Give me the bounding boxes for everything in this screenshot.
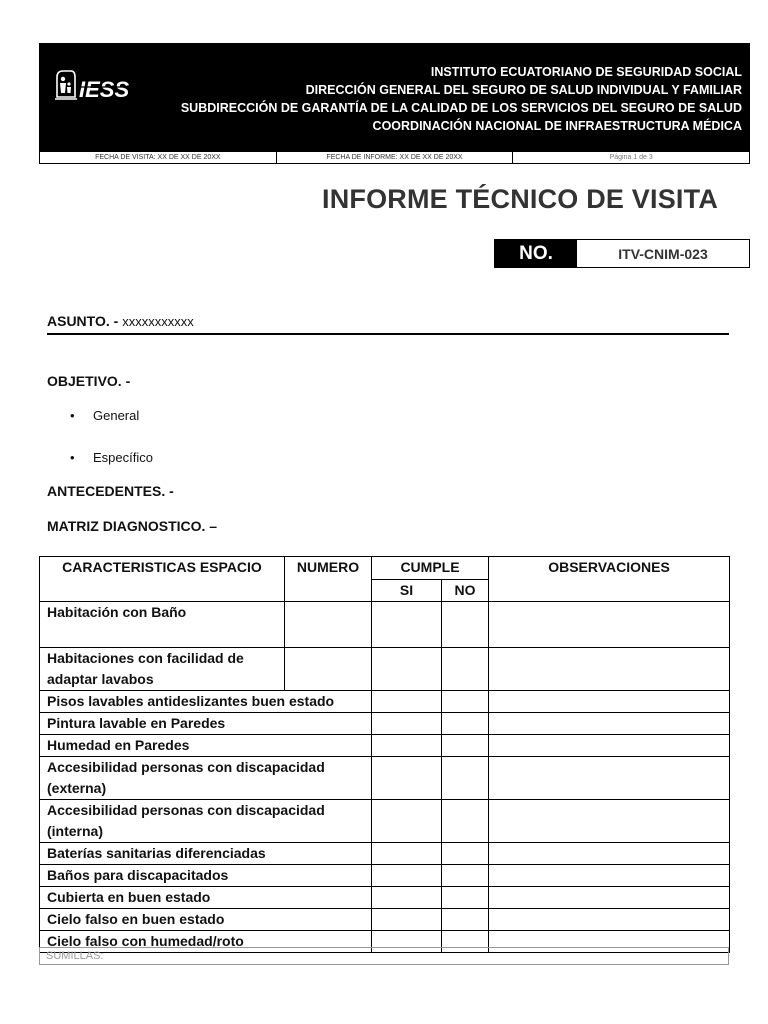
bullet-icon: • xyxy=(70,450,75,465)
page-number: Página 1 de 3 xyxy=(609,154,653,161)
col-header-observaciones: OBSERVACIONES xyxy=(489,557,730,602)
svg-text:IESS: IESS xyxy=(79,77,130,102)
row-feature: Accesibilidad personas con discapacidad (externa) xyxy=(40,757,372,800)
list-item xyxy=(70,450,153,465)
objetivo-heading: OBJETIVO. - xyxy=(47,373,131,389)
si-cell[interactable] xyxy=(372,691,442,713)
col-header-caracteristicas: CARACTERISTICAS ESPACIO xyxy=(40,557,285,602)
document-header xyxy=(39,43,750,151)
no-cell[interactable] xyxy=(442,909,489,931)
si-cell[interactable] xyxy=(372,887,442,909)
no-cell[interactable] xyxy=(442,843,489,865)
report-number-value: ITV-CNIM-023 xyxy=(618,245,708,262)
observaciones-cell[interactable] xyxy=(489,648,730,691)
header-line: INSTITUTO ECUATORIANO DE SEGURIDAD SOCIAL xyxy=(430,65,742,79)
row-feature: Cielo falso con humedad/roto xyxy=(40,931,372,953)
numero-cell[interactable] xyxy=(285,648,372,691)
numero-cell[interactable] xyxy=(285,602,372,648)
table-row xyxy=(40,735,730,757)
si-cell[interactable] xyxy=(372,602,442,648)
si-cell[interactable] xyxy=(372,713,442,735)
si-cell[interactable] xyxy=(372,735,442,757)
si-cell[interactable] xyxy=(372,757,442,800)
observaciones-cell[interactable] xyxy=(489,843,730,865)
no-cell[interactable] xyxy=(442,865,489,887)
table-row xyxy=(40,887,730,909)
col-header-numero: NUMERO xyxy=(285,557,372,602)
observaciones-cell[interactable] xyxy=(489,757,730,800)
header-line: COORDINACIÓN NACIONAL DE INFRAESTRUCTURA MÉDICA xyxy=(372,119,742,133)
table-row xyxy=(40,843,730,865)
sumillas-footer: SUMILLAS: xyxy=(39,947,729,965)
table-row xyxy=(40,800,730,843)
table-row xyxy=(40,865,730,887)
row-feature: Baterías sanitarias diferenciadas xyxy=(40,843,372,865)
table-row xyxy=(40,909,730,931)
col-header-no: NO xyxy=(442,580,489,602)
observaciones-cell[interactable] xyxy=(489,713,730,735)
si-cell[interactable] xyxy=(372,843,442,865)
row-feature: Habitación con Baño xyxy=(40,602,285,648)
no-cell[interactable] xyxy=(442,757,489,800)
fecha-visita: FECHA DE VISITA: XX DE XX DE 20XX xyxy=(40,152,277,163)
si-cell[interactable] xyxy=(372,648,442,691)
observaciones-cell[interactable] xyxy=(489,909,730,931)
table-row xyxy=(40,757,730,800)
objetivo-item: Específico xyxy=(93,450,153,465)
col-header-cumple: CUMPLE xyxy=(372,557,489,580)
objetivo-item: General xyxy=(93,408,140,423)
no-cell[interactable] xyxy=(442,735,489,757)
report-number-label: NO. xyxy=(495,240,577,267)
si-cell[interactable] xyxy=(372,909,442,931)
page-title: INFORME TÉCNICO DE VISITA xyxy=(322,184,719,214)
no-cell[interactable] xyxy=(442,691,489,713)
table-row xyxy=(40,691,730,713)
row-feature: Habitaciones con facilidad de adaptar lavabos xyxy=(40,648,285,691)
si-cell[interactable] xyxy=(372,800,442,843)
observaciones-cell[interactable] xyxy=(489,865,730,887)
table-row xyxy=(40,648,730,691)
no-cell[interactable] xyxy=(442,800,489,843)
si-cell[interactable] xyxy=(372,865,442,887)
report-number-box xyxy=(494,239,750,268)
no-cell[interactable] xyxy=(442,602,489,648)
row-feature: Accesibilidad personas con discapacidad (interna) xyxy=(40,800,372,843)
table-row xyxy=(40,713,730,735)
row-feature: Pisos lavables antideslizantes buen estado xyxy=(40,691,372,713)
bullet-icon: • xyxy=(70,408,75,423)
header-line: SUBDIRECCIÓN DE GARANTÍA DE LA CALIDAD DE LOS SERVICIOS DEL SEGURO DE SALUD xyxy=(180,101,742,115)
table-row xyxy=(40,602,730,648)
observaciones-cell[interactable] xyxy=(489,735,730,757)
observaciones-cell[interactable] xyxy=(489,691,730,713)
diagnostic-matrix xyxy=(39,556,730,953)
asunto-label: ASUNTO. - xyxy=(47,313,119,329)
header-line: DIRECCIÓN GENERAL DEL SEGURO DE SALUD INDIVIDUAL Y FAMILIAR xyxy=(305,83,742,97)
observaciones-cell[interactable] xyxy=(489,887,730,909)
row-feature: Humedad en Paredes xyxy=(40,735,372,757)
row-feature: Cielo falso en buen estado xyxy=(40,909,372,931)
matriz-heading: MATRIZ DIAGNOSTICO. – xyxy=(47,518,218,534)
fecha-informe: FECHA DE INFORME: XX DE XX DE 20XX xyxy=(277,152,514,163)
meta-row xyxy=(39,151,750,164)
observaciones-cell[interactable] xyxy=(489,602,730,648)
col-header-si: SI xyxy=(372,580,442,602)
list-item xyxy=(70,408,139,423)
row-feature: Cubierta en buen estado xyxy=(40,887,372,909)
asunto-line xyxy=(47,313,729,335)
antecedentes-heading: ANTECEDENTES. - xyxy=(47,483,174,499)
no-cell[interactable] xyxy=(442,887,489,909)
observaciones-cell[interactable] xyxy=(489,800,730,843)
row-feature: Baños para discapacitados xyxy=(40,865,372,887)
no-cell[interactable] xyxy=(442,648,489,691)
no-cell[interactable] xyxy=(442,713,489,735)
row-feature: Pintura lavable en Paredes xyxy=(40,713,372,735)
iess-logo xyxy=(53,67,153,111)
header-institution-lines xyxy=(181,63,742,135)
asunto-value: xxxxxxxxxxx xyxy=(122,314,194,329)
